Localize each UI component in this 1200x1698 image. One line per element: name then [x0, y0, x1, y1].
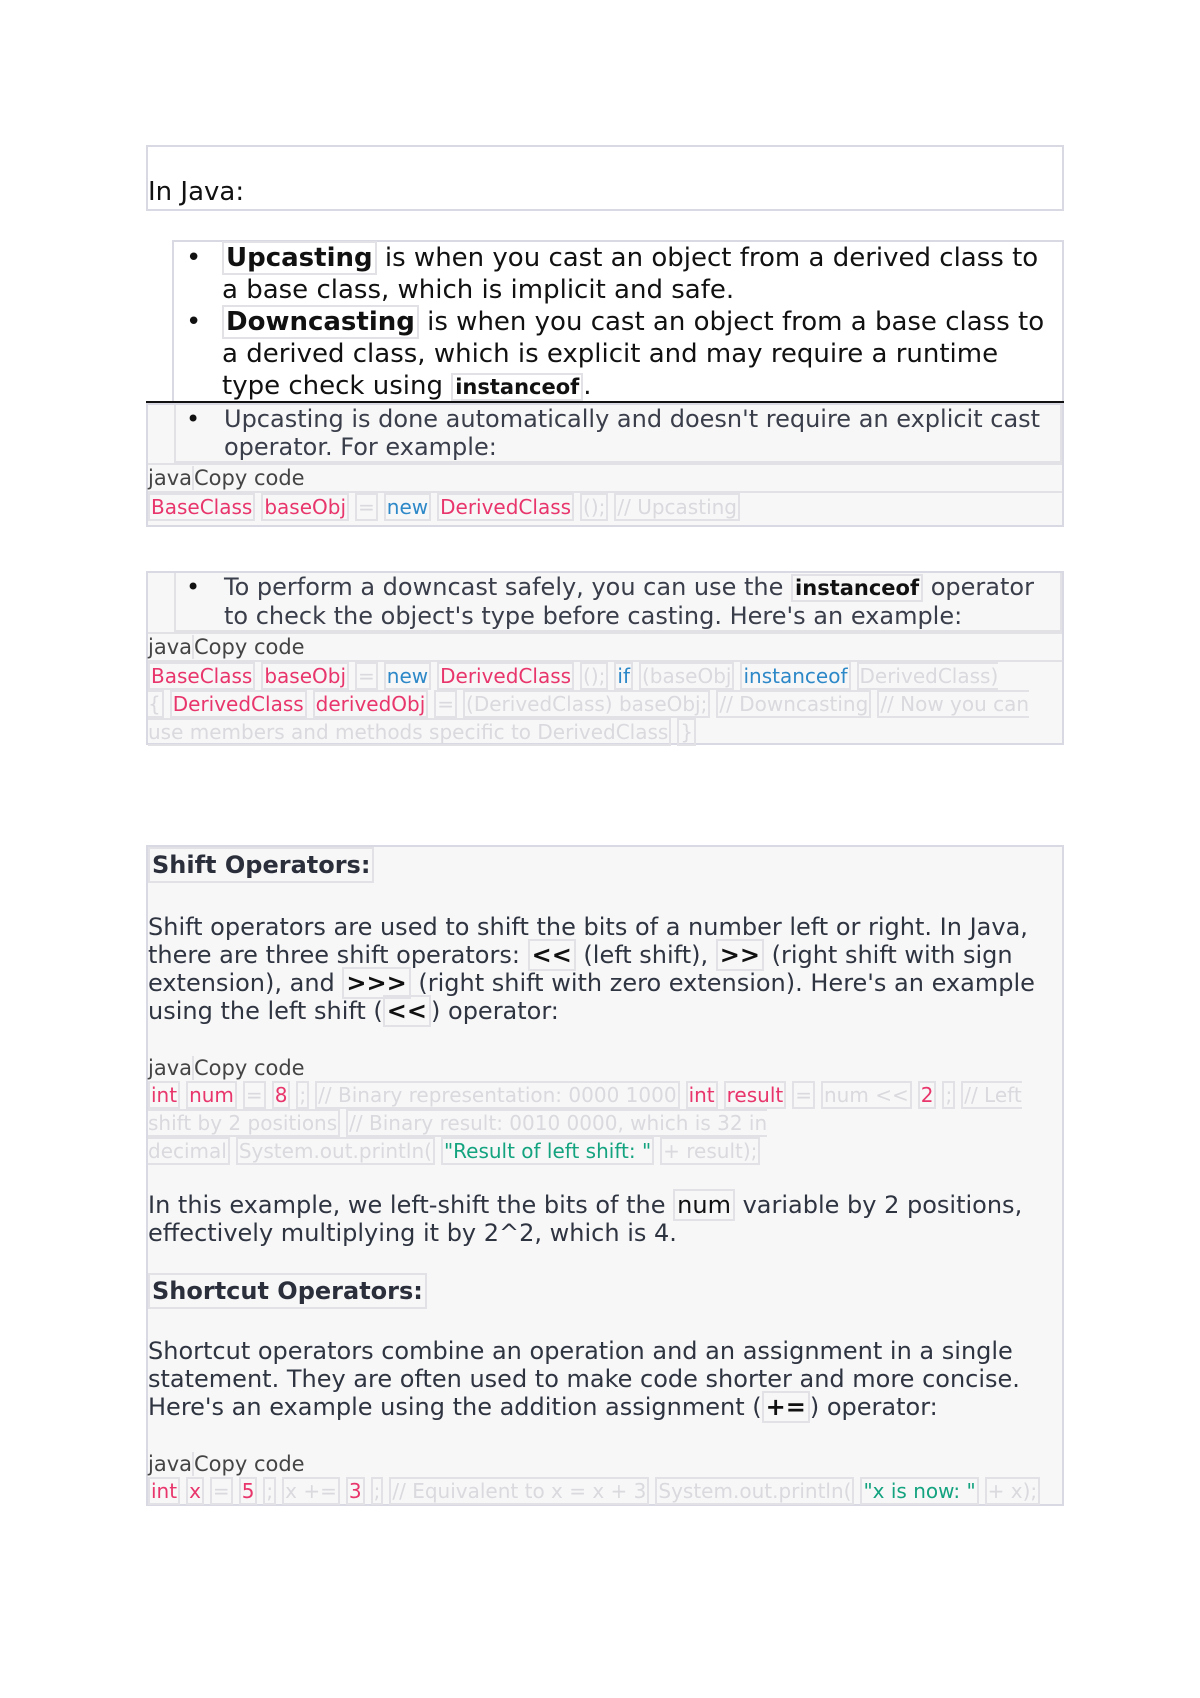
code-language: java [148, 1452, 192, 1476]
code-token: baseObj [261, 662, 349, 690]
code-language: java [148, 635, 192, 659]
inline-code: += [762, 1391, 810, 1423]
code-token: new [384, 662, 431, 690]
inline-code: << [383, 995, 431, 1027]
code-token: // Downcasting [716, 690, 871, 718]
code-language: java [148, 1056, 192, 1080]
inline-code: >>> [342, 967, 410, 999]
text-run: (right shift with sign extension), and [148, 941, 1013, 997]
code-token: System.out.println( [236, 1137, 435, 1165]
code-token: ; [296, 1081, 309, 1109]
code-token: ; [371, 1477, 384, 1505]
list-item [222, 242, 1054, 306]
shift-explanation [148, 1191, 1062, 1247]
text-run: (right shift with zero extension). Here's an example using the left shift ( [148, 969, 1035, 1025]
operators-section [146, 845, 1064, 1506]
text-run: (left shift), [575, 941, 716, 969]
inline-code: instanceof [451, 373, 583, 401]
code-token: (); [580, 493, 608, 521]
code-token: 2 [918, 1081, 937, 1109]
code-token: DerivedClass) { [148, 664, 999, 716]
inline-code: >> [716, 939, 764, 971]
shift-code-block [148, 1081, 1062, 1165]
code-token: = [355, 493, 378, 521]
shift-heading: Shift Operators: [148, 847, 374, 883]
upcasting-term: Upcasting [222, 241, 377, 275]
code-token: 8 [272, 1081, 291, 1109]
code-token: BaseClass [148, 662, 255, 690]
code-token: (baseObj [639, 662, 734, 690]
code-token: "x is now: " [860, 1477, 978, 1505]
code-token: = [243, 1081, 266, 1109]
copy-code-button[interactable]: Copy code [194, 1452, 305, 1476]
inline-code: num [673, 1189, 735, 1221]
text-run: ) operator: [809, 1393, 938, 1421]
downcast-code-block [148, 660, 1062, 746]
inline-code: instanceof [791, 574, 923, 602]
code-token: System.out.println( [655, 1477, 854, 1505]
list-item [222, 306, 1054, 403]
code-token: 5 [239, 1477, 258, 1505]
code-token: + x); [985, 1477, 1041, 1505]
downcasting-definition: is when you cast an object from a base class to a derived class, which is explicit and may require a runtime type check using [222, 307, 1045, 401]
code-token: DerivedClass [437, 493, 574, 521]
shortcut-heading: Shortcut Operators: [148, 1273, 427, 1309]
copy-code-button[interactable]: Copy code [194, 635, 305, 659]
code-token: DerivedClass [170, 690, 307, 718]
code-token: derivedObj [313, 690, 429, 718]
shortcut-code-block [148, 1477, 1062, 1505]
copy-code-button[interactable]: Copy code [194, 466, 305, 490]
code-token: ; [263, 1477, 276, 1505]
code-token: if [614, 662, 633, 690]
code-token: instanceof [740, 662, 850, 690]
text-run: In this example, we left-shift the bits of the [148, 1191, 674, 1219]
code-token: (); [580, 662, 608, 690]
casting-definitions [172, 240, 1064, 402]
code-token: 3 [346, 1477, 365, 1505]
code-token: int [148, 1081, 180, 1109]
code-header [148, 1055, 1062, 1081]
code-token: = [792, 1081, 815, 1109]
intro-text: In Java: [148, 177, 245, 207]
downcast-section [146, 571, 1064, 745]
downcast-text-a: To perform a downcast safely, you can use the [224, 573, 792, 601]
code-token: // Now you can use members and methods specific to DerivedClass [148, 692, 1030, 744]
code-token: BaseClass [148, 493, 255, 521]
code-token: // Binary result: 0010 0000, which is 32 in decimal [148, 1111, 768, 1163]
code-header [148, 632, 1062, 660]
shift-paragraph [148, 913, 1062, 1025]
code-token: x += [282, 1477, 340, 1505]
text-run: Shift operators are used to shift the bits of a number left or right. In Java, there are three shift operators: [148, 913, 1028, 969]
code-token: DerivedClass [437, 662, 574, 690]
code-token: = [355, 662, 378, 690]
code-token: x [186, 1477, 204, 1505]
code-token: // Binary representation: 0000 1000 [315, 1081, 679, 1109]
code-token: (DerivedClass) baseObj; [463, 690, 710, 718]
code-token: // Left shift by 2 positions [148, 1083, 1022, 1135]
text-run: variable by 2 positions, effectively multiplying it by 2^2, which is 4. [148, 1191, 1023, 1247]
code-token: num << [821, 1081, 912, 1109]
code-language: java [148, 466, 192, 490]
code-token: } [677, 718, 696, 746]
code-token: = [434, 690, 457, 718]
text-run: Shortcut operators combine an operation and an assignment in a single statement. They are often used to make code shorter and more concise. Here's an example using the addition assignment ( [148, 1337, 1020, 1421]
upcasting-definition: is when you cast an object from a derived class to a base class, which is implicit and safe. [222, 243, 1039, 305]
upcast-bullet: • Upcasting is done automatically and doesn't require an explicit cast operator. For example: [174, 405, 1062, 463]
inline-code: << [528, 939, 576, 971]
code-token: new [384, 493, 431, 521]
intro-box [146, 145, 1064, 211]
text-run: ) operator: [431, 997, 559, 1025]
code-token: + result); [660, 1137, 760, 1165]
upcast-code-block [148, 491, 1062, 521]
code-token: baseObj [261, 493, 349, 521]
code-token: "Result of left shift: " [441, 1137, 654, 1165]
downcasting-term: Downcasting [222, 305, 419, 339]
upcast-section [146, 403, 1064, 527]
code-token: // Equivalent to x = x + 3 [389, 1477, 649, 1505]
code-token: int [148, 1477, 180, 1505]
code-token: ; [942, 1081, 955, 1109]
code-token: = [210, 1477, 233, 1505]
shortcut-paragraph [148, 1337, 1062, 1421]
code-header [148, 1451, 1062, 1477]
code-token: result [724, 1081, 787, 1109]
definition-list [174, 242, 1062, 403]
code-token: num [186, 1081, 237, 1109]
copy-code-button[interactable]: Copy code [194, 1056, 305, 1080]
downcasting-tail: . [583, 371, 592, 401]
downcast-bullet [174, 573, 1062, 632]
code-token: // Upcasting [614, 493, 740, 521]
downcast-text-b: operator to check the object's type before casting. Here's an example: [224, 573, 1034, 630]
code-token: int [686, 1081, 718, 1109]
code-header [148, 463, 1062, 491]
